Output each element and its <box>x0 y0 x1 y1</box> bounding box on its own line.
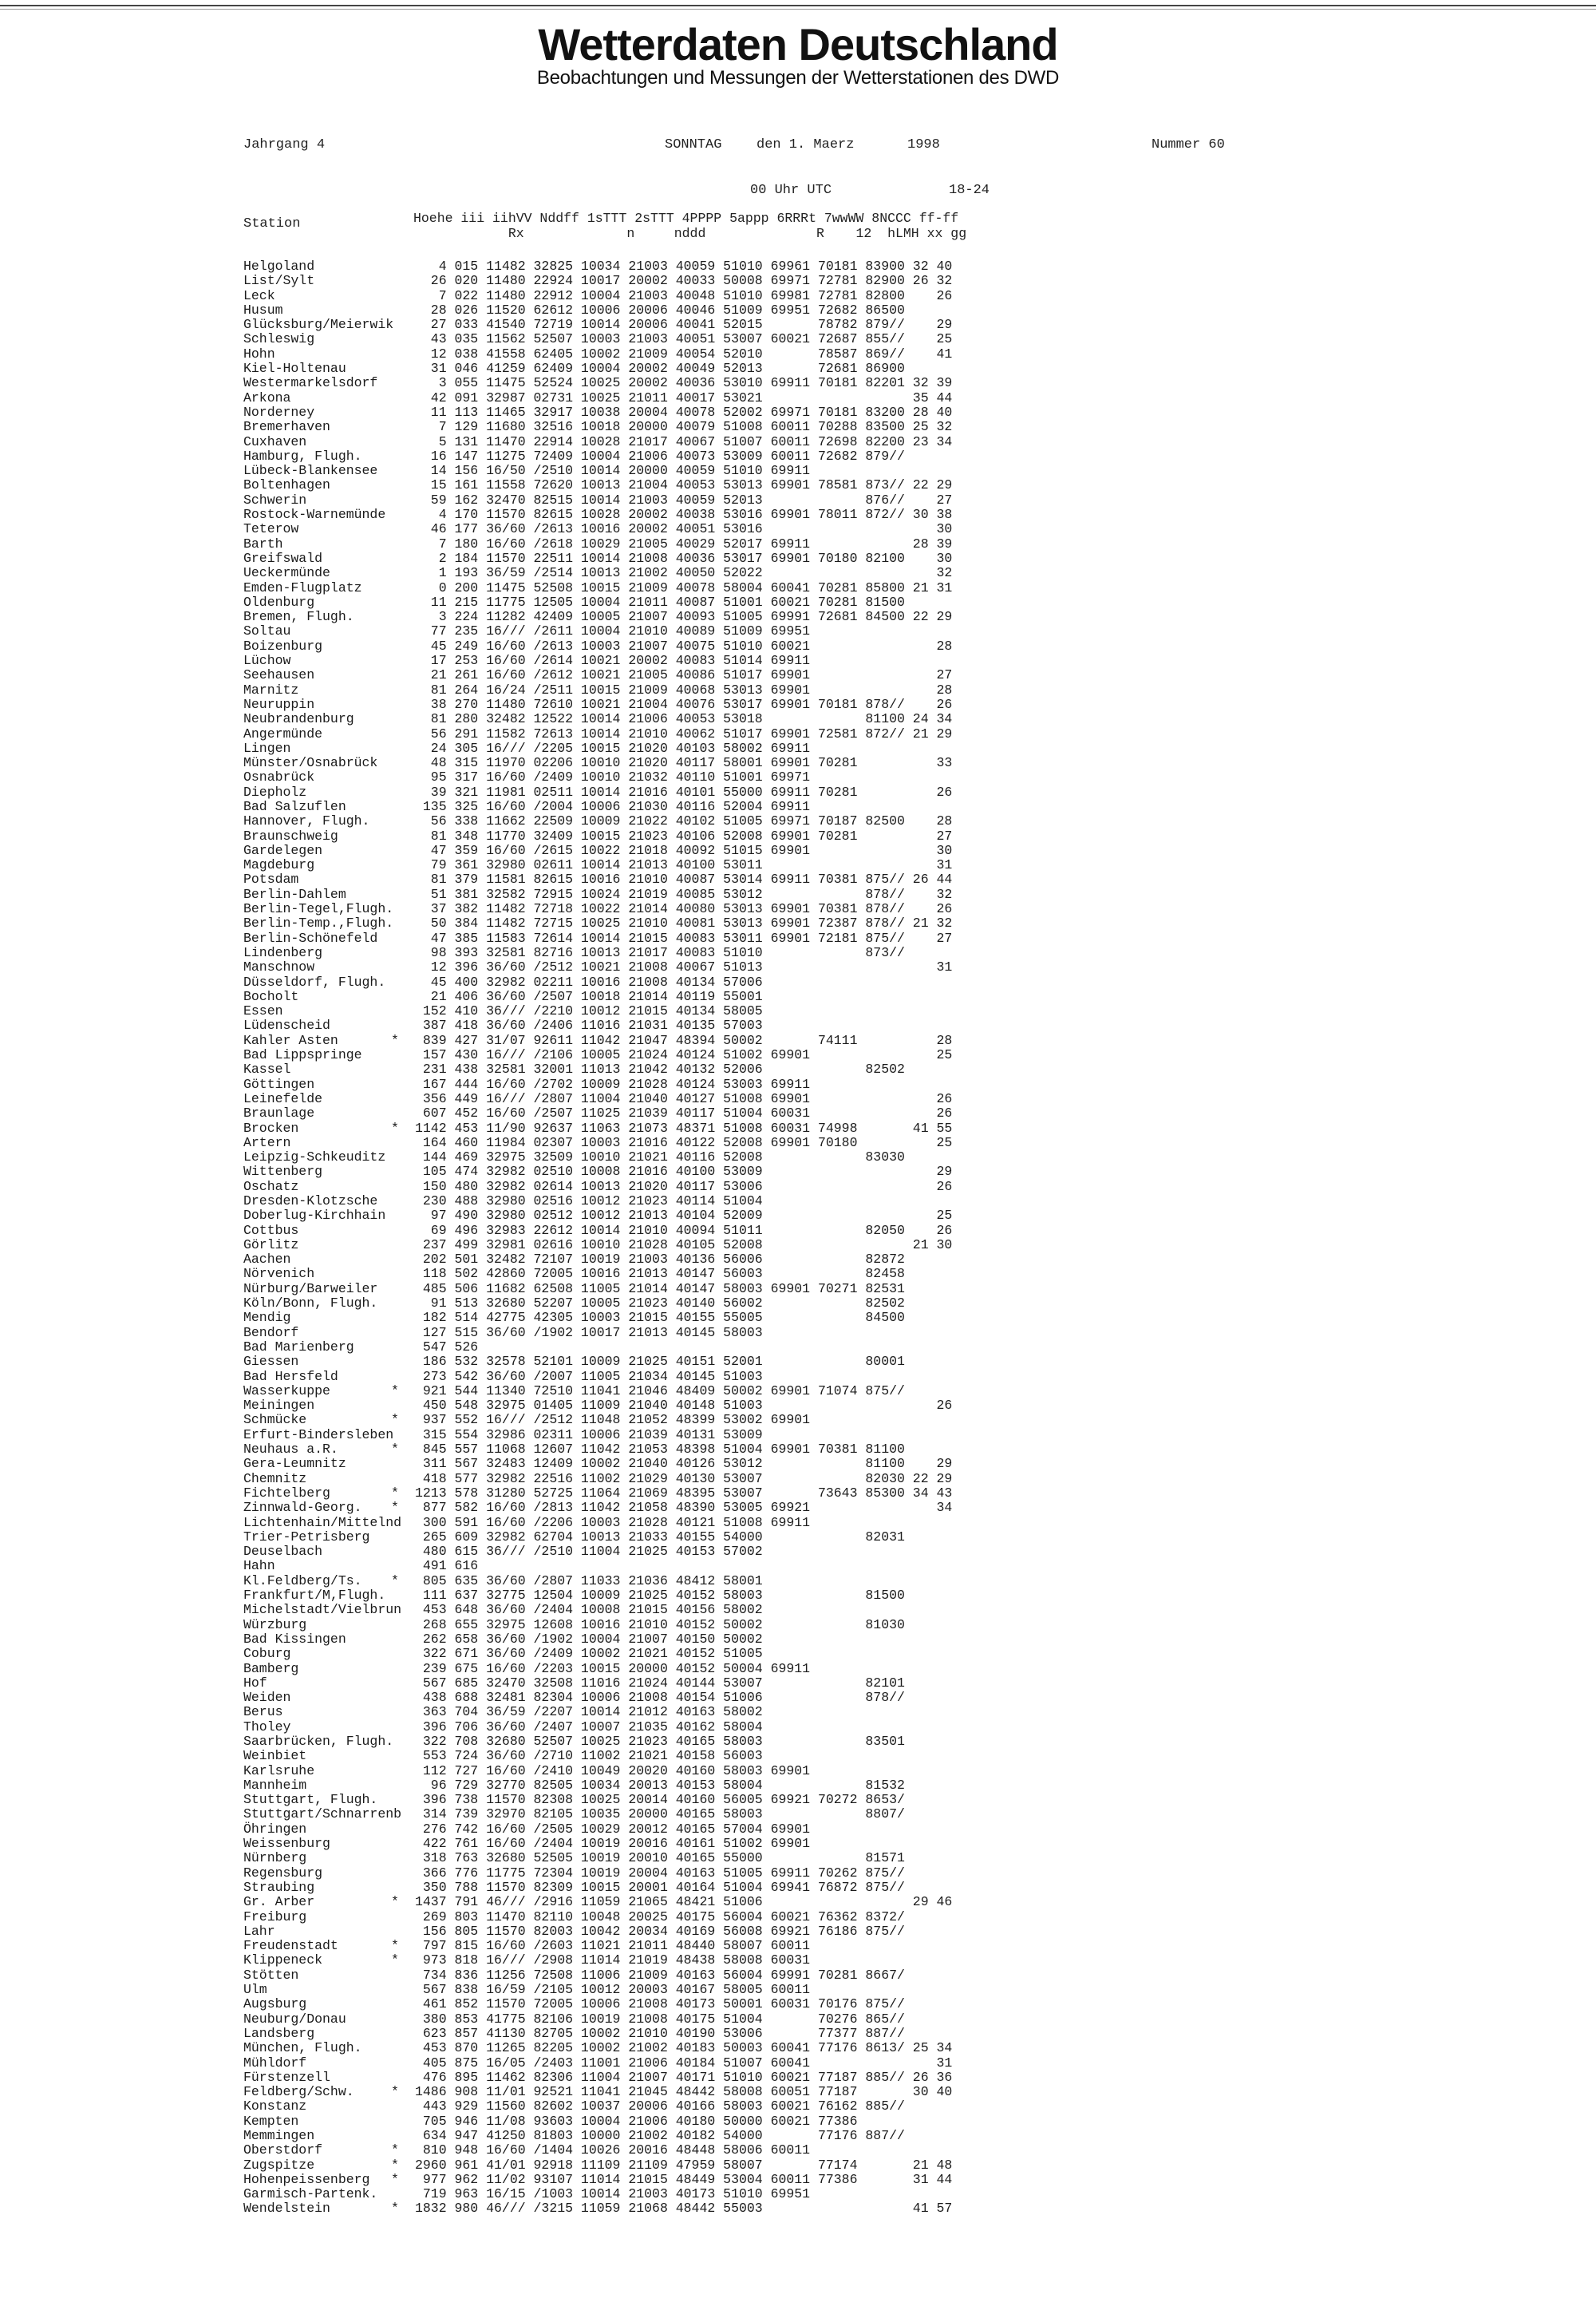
station-name: Neuhaus a.R. <box>243 1442 338 1458</box>
station-name: Giessen <box>243 1354 299 1370</box>
station-data: 797 815 16/60 /2603 11021 21011 48440 58007 60011 <box>415 1938 811 1954</box>
station-name: Glücksburg/Meierwik <box>243 317 394 333</box>
station-name: Bad Salzuflen <box>243 798 346 814</box>
station-data: 81 348 11770 32409 10015 21023 40106 52008 69901 70281 27 <box>415 828 953 844</box>
station-name: Oldenburg <box>243 594 315 610</box>
station-name: Deuselbach <box>243 1544 323 1560</box>
station-data: 28 026 11520 62612 10006 20006 40046 51009 69951 72682 86500 <box>415 302 905 318</box>
station-data: 476 895 11462 82306 11004 21007 40171 51010 60021 77187 885// 26 36 <box>415 2069 953 2085</box>
station-name: Bremerhaven <box>243 419 330 435</box>
station-name: Bad Kissingen <box>243 1631 346 1647</box>
station-data: 239 675 16/60 /2203 10015 20000 40152 50004 69911 <box>415 1660 811 1676</box>
station-data: 450 548 32975 01405 11009 21040 40148 51003 26 <box>415 1398 953 1414</box>
station-data: 230 488 32980 02516 10012 21023 40114 51004 <box>415 1193 763 1208</box>
station-name: Fichtelberg <box>243 1485 330 1501</box>
station-data: 7 180 16/60 /2618 10029 21005 40029 52017 69911 28 39 <box>415 536 953 552</box>
station-name: Saarbrücken, Flugh. <box>243 1733 394 1749</box>
station-name: Regensburg <box>243 1865 323 1881</box>
station-name: Westermarkelsdorf <box>243 375 378 391</box>
station-name: Oschatz <box>243 1178 299 1194</box>
station-name: Landsberg <box>243 2025 315 2041</box>
station-name: Berlin-Dahlem <box>243 886 346 902</box>
station-name: Schwerin <box>243 492 307 508</box>
station-name: Oberstdorf <box>243 2142 323 2158</box>
station-data: 1 193 36/59 /2514 10013 21002 40050 52022 32 <box>415 565 953 581</box>
station-data: 2 184 11570 22511 10014 21008 40036 53017 69901 70180 82100 30 <box>415 550 953 566</box>
mountain-station-marker: * <box>391 2084 399 2100</box>
station-name: Ueckermünde <box>243 565 330 581</box>
station-name: Fürstenzell <box>243 2069 330 2085</box>
station-data: 12 038 41558 62405 10002 21009 40054 52010 78587 869// 41 <box>415 346 953 362</box>
station-name: Straubing <box>243 1879 315 1895</box>
station-name: Cottbus <box>243 1222 299 1238</box>
station-data: 553 724 36/60 /2710 11002 21021 40158 56003 <box>415 1748 763 1764</box>
station-data: 14 156 16/50 /2510 10014 20000 40059 51010 69911 <box>415 463 811 479</box>
station-data: 15 161 11558 72620 10013 21004 40053 53013 69901 78581 873// 22 29 <box>415 477 953 493</box>
station-data: 1142 453 11/90 92637 11063 21073 48371 51008 60031 74998 41 55 <box>415 1120 953 1136</box>
station-data: 547 526 <box>415 1339 479 1355</box>
station-name: Doberlug-Kirchhain <box>243 1208 386 1224</box>
station-data: 485 506 11682 62508 11005 21014 40147 58003 69901 70271 82531 <box>415 1280 905 1296</box>
station-data: 262 658 36/60 /1902 10004 21007 40150 50002 <box>415 1631 763 1647</box>
station-name: Braunschweig <box>243 828 338 844</box>
station-name: Schleswig <box>243 331 315 347</box>
station-name: Kiel-Holtenau <box>243 361 346 377</box>
station-data: 607 452 16/60 /2507 11025 21039 40117 51004 60031 26 <box>415 1106 953 1121</box>
station-data: 2960 961 41/01 92918 11109 21109 47959 58007 77174 21 48 <box>415 2157 953 2173</box>
station-data: 810 948 16/60 /1404 10026 20016 48448 58006 60011 <box>415 2142 811 2158</box>
station-data: 1213 578 31280 52725 11064 21069 48395 53007 73643 85300 34 43 <box>415 1485 953 1501</box>
station-name: Mannheim <box>243 1777 307 1793</box>
station-data: 567 685 32470 32508 11016 21024 40144 53007 82101 <box>415 1675 905 1691</box>
station-name: Arkona <box>243 390 291 405</box>
station-data: 1437 791 46/// /2916 11059 21065 48421 51006 29 46 <box>415 1894 953 1910</box>
station-name: Wendelstein <box>243 2201 330 2217</box>
station-data: 81 264 16/24 /2511 10015 21009 40068 53013 69901 28 <box>415 682 953 698</box>
station-data: 156 805 11570 82003 10042 20034 40169 56008 69921 76186 875// <box>415 1923 905 1939</box>
station-name: Lindenberg <box>243 944 323 960</box>
station-name: Wasserkuppe <box>243 1382 330 1398</box>
station-name: Cuxhaven <box>243 433 307 449</box>
top-rule-thin <box>0 9 1596 10</box>
station-name: Hamburg, Flugh. <box>243 448 362 464</box>
time-label: 00 Uhr UTC <box>750 183 832 198</box>
station-data: 42 091 32987 02731 10025 21011 40017 53021 35 44 <box>415 390 953 405</box>
station-name: Leipzig-Schkeuditz <box>243 1149 386 1165</box>
period-label: 18-24 <box>949 183 990 198</box>
station-data: 453 870 11265 82205 10002 21002 40183 50003 60041 77176 8613/ 25 34 <box>415 2040 953 2056</box>
station-name: Karlsruhe <box>243 1762 315 1778</box>
masthead-title: Wetterdaten Deutschland <box>538 19 1058 69</box>
station-data: 356 449 16/// /2807 11004 21040 40127 51008 69901 26 <box>415 1090 953 1106</box>
station-name: Artern <box>243 1134 291 1150</box>
station-name: Gera-Leumnitz <box>243 1456 346 1472</box>
station-name: Göttingen <box>243 1076 315 1092</box>
station-column-header: Station <box>243 216 301 231</box>
station-data: 186 532 32578 52101 10009 21025 40151 52001 80001 <box>415 1354 905 1370</box>
station-name: Teterow <box>243 521 299 537</box>
issue-number: Nummer 60 <box>1152 137 1225 152</box>
station-name: Trier-Petrisberg <box>243 1529 370 1545</box>
station-data: 380 853 41775 82106 10019 21008 40175 51004 70276 865// <box>415 2011 905 2027</box>
station-data: 31 046 41259 62409 10004 20002 40049 52013 72681 86900 <box>415 361 905 377</box>
station-data: 5 131 11470 22914 10028 21017 40067 51007 60011 72698 82200 23 34 <box>415 433 953 449</box>
station-data: 438 688 32481 82304 10006 21008 40154 51006 878// <box>415 1690 905 1706</box>
station-data: 480 615 36/// /2510 11004 21025 40153 57002 <box>415 1544 763 1560</box>
mountain-station-marker: * <box>391 1938 399 1954</box>
station-name: Öhringen <box>243 1821 307 1837</box>
station-data: 387 418 36/60 /2406 11016 21031 40135 57003 <box>415 1018 763 1034</box>
station-data: 318 763 32680 52505 10019 20010 40165 55000 81571 <box>415 1850 905 1866</box>
mountain-station-marker: * <box>391 1894 399 1910</box>
station-name: Memmingen <box>243 2128 315 2143</box>
mountain-station-marker: * <box>391 1120 399 1136</box>
station-data: 12 396 36/60 /2512 10021 21008 40067 51013 31 <box>415 959 953 975</box>
station-name: Tholey <box>243 1719 291 1734</box>
station-name: Lüchow <box>243 653 291 669</box>
station-name: Osnabrück <box>243 769 315 785</box>
mountain-station-marker: * <box>391 1032 399 1048</box>
station-name: Nürnberg <box>243 1850 307 1866</box>
station-name: Kl.Feldberg/Ts. <box>243 1572 362 1588</box>
station-data: 47 359 16/60 /2615 10022 21018 40092 51015 69901 30 <box>415 842 953 858</box>
station-name: Brocken <box>243 1120 299 1136</box>
station-data: 182 514 42775 42305 10003 21015 40155 55005 84500 <box>415 1310 905 1326</box>
station-name: Essen <box>243 1003 283 1019</box>
station-name: Berlin-Temp.,Flugh. <box>243 916 394 931</box>
station-data: 719 963 16/15 /1003 10014 21003 40173 51010 69951 <box>415 2186 811 2202</box>
station-data: 152 410 36/// /2210 10012 21015 40134 58005 <box>415 1003 763 1019</box>
station-data: 77 235 16/// /2611 10004 21010 40089 51009 69951 <box>415 623 811 639</box>
station-name: Bendorf <box>243 1324 299 1340</box>
station-name: Lübeck-Blankensee <box>243 463 378 479</box>
station-data: 16 147 11275 72409 10004 21006 40073 53009 60011 72682 879// <box>415 448 905 464</box>
station-data: 59 162 32470 82515 10014 21003 40059 52013 876// 27 <box>415 492 953 508</box>
station-name: Bad Lippspringe <box>243 1047 362 1063</box>
station-name: Köln/Bonn, Flugh. <box>243 1295 378 1311</box>
station-data: 150 480 32982 02614 10013 21020 40117 53006 26 <box>415 1178 953 1194</box>
station-data: 56 291 11582 72613 10014 21010 40062 51017 69901 72581 872// 21 29 <box>415 726 953 742</box>
station-data: 443 929 11560 82602 10037 20006 40166 58003 60021 76162 885// <box>415 2098 905 2114</box>
station-data: 47 385 11583 72614 10014 21015 40083 53011 69901 72181 875// 27 <box>415 930 953 946</box>
station-data: 350 788 11570 82309 10015 20001 40164 51004 69941 76872 875// <box>415 1879 905 1895</box>
station-name: Michelstadt/Vielbrun <box>243 1602 402 1618</box>
station-name: Berus <box>243 1704 283 1720</box>
station-name: Magdeburg <box>243 857 315 873</box>
station-name: Hohn <box>243 346 275 362</box>
station-data: 1832 980 46/// /3215 11059 21068 48442 55003 41 57 <box>415 2201 953 2217</box>
mountain-station-marker: * <box>391 1412 399 1428</box>
station-name: Schmücke <box>243 1412 307 1428</box>
station-data: 322 708 32680 52507 10025 21023 40165 58003 83501 <box>415 1733 905 1749</box>
station-name: Aachen <box>243 1252 291 1268</box>
mountain-station-marker: * <box>391 2157 399 2173</box>
station-name: Coburg <box>243 1646 291 1662</box>
station-name: Bocholt <box>243 988 299 1004</box>
station-name: Neuburg/Donau <box>243 2011 346 2027</box>
station-data: 315 554 32986 02311 10006 21039 40131 53009 <box>415 1426 763 1442</box>
station-name: Zugspitze <box>243 2157 315 2173</box>
station-data: 265 609 32982 62704 10013 21033 40155 54000 82031 <box>415 1529 905 1545</box>
station-name: Stötten <box>243 1967 299 1983</box>
station-data: 111 637 32775 12504 10009 21025 40152 58003 81500 <box>415 1588 905 1604</box>
station-name: Freiburg <box>243 1908 307 1924</box>
station-data: 273 542 36/60 /2007 11005 21034 40145 51003 <box>415 1368 763 1384</box>
mountain-station-marker: * <box>391 2171 399 2187</box>
station-name: Kempten <box>243 2113 299 2129</box>
station-data: 311 567 32483 12409 10002 21040 40126 53012 81100 29 <box>415 1456 953 1472</box>
station-name: Weinbiet <box>243 1748 307 1764</box>
station-data: 11 215 11775 12505 10004 21011 40087 51001 60021 70281 81500 <box>415 594 905 610</box>
station-name: Potsdam <box>243 872 299 888</box>
station-data: 48 315 11970 02206 10010 21020 40117 58001 69901 70281 33 <box>415 755 953 771</box>
station-name: Augsburg <box>243 1996 307 2012</box>
station-data: 363 704 36/59 /2207 10014 21012 40163 58002 <box>415 1704 763 1720</box>
station-data: 405 875 16/05 /2403 11001 21006 40184 51007 60041 31 <box>415 2055 953 2071</box>
station-name: Gardelegen <box>243 842 323 858</box>
station-data: 105 474 32982 02510 10008 21016 40100 53009 29 <box>415 1164 953 1180</box>
issue-year: 1998 <box>907 137 940 152</box>
station-name: Lichtenhain/Mittelnd <box>243 1514 402 1530</box>
station-name: Braunlage <box>243 1106 315 1121</box>
station-data: 491 616 <box>415 1558 479 1574</box>
station-name: Seehausen <box>243 667 315 683</box>
station-name: Barth <box>243 536 283 552</box>
station-data: 567 838 16/59 /2105 10012 20003 40167 58005 60011 <box>415 1982 811 1998</box>
station-data: 37 382 11482 72718 10022 21014 40080 53013 69901 70381 878// 26 <box>415 901 953 917</box>
station-data: 164 460 11984 02307 10003 21016 40122 52008 69901 70180 25 <box>415 1134 953 1150</box>
top-rule <box>0 5 1596 6</box>
station-name: Leck <box>243 287 275 303</box>
station-data: 300 591 16/60 /2206 10003 21028 40121 51008 69911 <box>415 1514 811 1530</box>
station-data: 45 249 16/60 /2613 10003 21007 40075 51010 60021 28 <box>415 638 953 654</box>
station-data: 167 444 16/60 /2702 10009 21028 40124 53003 69911 <box>415 1076 811 1092</box>
station-name: Görlitz <box>243 1236 299 1252</box>
station-data: 422 761 16/60 /2404 10019 20016 40161 51002 69901 <box>415 1836 811 1852</box>
station-data: 877 582 16/60 /2813 11042 21058 48390 53005 69921 34 <box>415 1500 953 1516</box>
station-data: 27 033 41540 72719 10014 20006 40041 52015 78782 879// 29 <box>415 317 953 333</box>
station-name: Hof <box>243 1675 267 1691</box>
station-name: Boizenburg <box>243 638 323 654</box>
station-data: 7 022 11480 22912 10004 21003 40048 51010 69981 72781 82800 26 <box>415 287 953 303</box>
station-data: 118 502 42860 72005 10016 21013 40147 56003 82458 <box>415 1266 905 1282</box>
station-name: Manschnow <box>243 959 315 975</box>
station-data: 43 035 11562 52507 10003 21003 40051 53007 60021 72687 855// 25 <box>415 331 953 347</box>
station-name: Boltenhagen <box>243 477 330 493</box>
station-name: München, Flugh. <box>243 2040 362 2056</box>
station-name: Nürburg/Barweiler <box>243 1280 378 1296</box>
masthead <box>0 21 1596 89</box>
mountain-station-marker: * <box>391 1485 399 1501</box>
station-name: Weiden <box>243 1690 291 1706</box>
station-name: Klippeneck <box>243 1952 323 1968</box>
station-data: 24 305 16/// /2205 10015 21020 40103 58002 69911 <box>415 740 811 756</box>
station-data: 269 803 11470 82110 10048 20025 40175 56004 60021 76362 8372/ <box>415 1908 905 1924</box>
station-name: Erfurt-Bindersleben <box>243 1426 394 1442</box>
mountain-station-marker: * <box>391 1500 399 1516</box>
station-name: Stuttgart/Schnarrenb <box>243 1806 402 1822</box>
station-name: Emden-Flugplatz <box>243 579 362 595</box>
station-data: 81 379 11581 82615 10016 21010 40087 53014 69911 70381 875// 26 44 <box>415 872 953 888</box>
station-name: Meiningen <box>243 1398 315 1414</box>
station-name: Würzburg <box>243 1616 307 1632</box>
mountain-station-marker: * <box>391 2142 399 2158</box>
station-name: Weissenburg <box>243 1836 330 1852</box>
station-data: 50 384 11482 72715 10025 21010 40081 53013 69901 72387 878// 21 32 <box>415 916 953 931</box>
mountain-station-marker: * <box>391 1442 399 1458</box>
station-name: Leinefelde <box>243 1090 323 1106</box>
masthead-subtitle: Beobachtungen und Messungen der Wetterstationen des DWD <box>536 67 1060 89</box>
station-data: 231 438 32581 32001 11013 21042 40132 52006 82502 <box>415 1062 905 1078</box>
station-data: 3 055 11475 52524 10025 20002 40036 53010 69911 70181 82201 32 39 <box>415 375 953 391</box>
station-data: 127 515 36/60 /1902 10017 21013 40145 58003 <box>415 1324 763 1340</box>
station-name: Düsseldorf, Flugh. <box>243 974 386 990</box>
station-data: 4 170 11570 82615 10028 20002 40038 53016 69901 78011 872// 30 38 <box>415 507 953 523</box>
station-data: 26 020 11480 22924 10017 20002 40033 50008 69971 72781 82900 26 32 <box>415 273 953 289</box>
station-data: 69 496 32983 22612 10014 21010 40094 51011 82050 26 <box>415 1222 953 1238</box>
station-data: 705 946 11/08 93603 10004 21006 40180 50000 60021 77386 <box>415 2113 858 2129</box>
station-name: Mühldorf <box>243 2055 307 2071</box>
station-name: Chemnitz <box>243 1470 307 1486</box>
station-name: Hahn <box>243 1558 275 1574</box>
station-name: Berlin-Schönefeld <box>243 930 378 946</box>
station-data: 21 261 16/60 /2612 10021 21005 40086 51017 69901 27 <box>415 667 953 683</box>
station-data: 314 739 32970 82105 10035 20000 40165 58003 8807/ <box>415 1806 905 1822</box>
station-name: List/Sylt <box>243 273 315 289</box>
station-data: 3 224 11282 42409 10005 21007 40093 51005 69991 72681 84500 22 29 <box>415 609 953 625</box>
station-data: 79 361 32980 02611 10014 21013 40100 53011 31 <box>415 857 953 873</box>
station-name: Zinnwald-Georg. <box>243 1500 362 1516</box>
station-data: 157 430 16/// /2106 10005 21024 40124 51002 69901 25 <box>415 1047 953 1063</box>
station-name: Marnitz <box>243 682 299 698</box>
station-data: 46 177 36/60 /2613 10016 20002 40051 53016 30 <box>415 521 953 537</box>
station-name: Mendig <box>243 1310 291 1326</box>
station-data: 396 706 36/60 /2407 10007 21035 40162 58004 <box>415 1719 763 1734</box>
station-data: 56 338 11662 22509 10009 21022 40102 51005 69971 70187 82500 28 <box>415 813 953 829</box>
station-name: Soltau <box>243 623 291 639</box>
station-name: Frankfurt/M,Flugh. <box>243 1588 386 1604</box>
station-data: 276 742 16/60 /2505 10029 20012 40165 57004 69901 <box>415 1821 811 1837</box>
station-data: 937 552 16/// /2512 11048 21052 48399 53002 69901 <box>415 1412 811 1428</box>
station-data: 98 393 32581 82716 10013 21017 40083 51010 873// <box>415 944 905 960</box>
station-name: Gr. Arber <box>243 1894 315 1910</box>
issue-date: den 1. Maerz <box>757 137 855 152</box>
station-data: 366 776 11775 72304 10019 20004 40163 51005 69911 70262 875// <box>415 1865 905 1881</box>
mountain-station-marker: * <box>391 1952 399 1968</box>
station-data: 96 729 32770 82505 10034 20013 40153 58004 81532 <box>415 1777 905 1793</box>
station-name: Bad Hersfeld <box>243 1368 338 1384</box>
station-data: 461 852 11570 72005 10006 21008 40173 50001 60031 70176 875// <box>415 1996 905 2012</box>
jahrgang: Jahrgang 4 <box>243 137 326 152</box>
station-name: Norderney <box>243 404 315 420</box>
station-name: Garmisch-Partenk. <box>243 2186 378 2202</box>
station-data: 839 427 31/07 92611 11042 21047 48394 50002 74111 28 <box>415 1032 953 1048</box>
station-data: 734 836 11256 72508 11006 21009 40163 56004 69991 70281 8667/ <box>415 1967 905 1983</box>
station-data: 21 406 36/60 /2507 10018 21014 40119 55001 <box>415 988 763 1004</box>
station-name: Kahler Asten <box>243 1032 338 1048</box>
station-name: Rostock-Warnemünde <box>243 507 386 523</box>
station-data: 81 280 32482 12522 10014 21006 40053 53018 81100 24 34 <box>415 711 953 727</box>
station-name: Berlin-Tegel,Flugh. <box>243 901 394 917</box>
mountain-station-marker: * <box>391 1382 399 1398</box>
station-data: 7 129 11680 32516 10018 20000 40079 51008 60011 70288 83500 25 32 <box>415 419 953 435</box>
station-name: Helgoland <box>243 259 315 274</box>
station-name: Konstanz <box>243 2098 307 2114</box>
station-data: 0 200 11475 52508 10015 21009 40078 58004 60041 70281 85800 21 31 <box>415 579 953 595</box>
weekday: SONNTAG <box>665 137 722 152</box>
station-data: 4 015 11482 32825 10034 21003 40059 51010 69961 70181 83900 32 40 <box>415 259 953 274</box>
station-data: 1486 908 11/01 92521 11041 21045 48442 58008 60051 77187 30 40 <box>415 2084 953 2100</box>
station-data: 11 113 11465 32917 10038 20004 40078 52002 69971 70181 83200 28 40 <box>415 404 953 420</box>
station-data: 623 857 41130 82705 10002 21010 40190 53006 77377 887// <box>415 2025 905 2041</box>
station-data: 453 648 36/60 /2404 10008 21015 40156 58002 <box>415 1602 763 1618</box>
station-data: 418 577 32982 22516 11002 21029 40130 53007 82030 22 29 <box>415 1470 953 1486</box>
station-name: Kassel <box>243 1062 291 1078</box>
station-name: Dresden-Klotzsche <box>243 1193 378 1208</box>
station-name: Stuttgart, Flugh. <box>243 1792 378 1808</box>
station-name: Bremen, Flugh. <box>243 609 354 625</box>
station-name: Münster/Osnabrück <box>243 755 378 771</box>
station-data: 268 655 32975 12608 10016 21010 40152 50002 81030 <box>415 1616 905 1632</box>
station-data: 322 671 36/60 /2409 10002 21021 40152 51005 <box>415 1646 763 1662</box>
station-name: Bamberg <box>243 1660 299 1676</box>
station-data: 805 635 36/60 /2807 11033 21036 48412 58001 <box>415 1572 763 1588</box>
station-data: 845 557 11068 12607 11042 21053 48398 51004 69901 70381 81100 <box>415 1442 905 1458</box>
station-data: 135 325 16/60 /2004 10006 21030 40116 52004 69911 <box>415 798 811 814</box>
station-data: 51 381 32582 72915 10024 21019 40085 53012 878// 32 <box>415 886 953 902</box>
station-data: 144 469 32975 32509 10010 21021 40116 52008 83030 <box>415 1149 905 1165</box>
column-codes: Hoehe iii iihVV Nddff 1sTTT 2sTTT 4PPPP 5appp 6RRRt 7wwWW 8NCCC ff-ff <box>413 211 959 226</box>
station-name: Husum <box>243 302 283 318</box>
station-data: 202 501 32482 72107 10019 21003 40136 56006 82872 <box>415 1252 905 1268</box>
station-name: Lüdenscheid <box>243 1018 330 1034</box>
station-data: 112 727 16/60 /2410 10049 20020 40160 58003 69901 <box>415 1762 811 1778</box>
station-data: 45 400 32982 02211 10016 21008 40134 57006 <box>415 974 763 990</box>
station-data: 95 317 16/60 /2409 10010 21032 40110 51001 69971 <box>415 769 811 785</box>
station-data: 97 490 32980 02512 10012 21013 40104 52009 25 <box>415 1208 953 1224</box>
mountain-station-marker: * <box>391 2201 399 2217</box>
station-name: Hohenpeissenberg <box>243 2171 370 2187</box>
station-data: 977 962 11/02 93107 11014 21015 48449 53004 60011 77386 31 44 <box>415 2171 953 2187</box>
station-name: Neuruppin <box>243 696 315 712</box>
station-data: 38 270 11480 72610 10021 21004 40076 53017 69901 70181 878// 26 <box>415 696 953 712</box>
station-data: 921 544 11340 72510 11041 21046 48409 50002 69901 71074 875// <box>415 1382 905 1398</box>
station-data: 973 818 16/// /2908 11014 21019 48438 58008 60031 <box>415 1952 811 1968</box>
station-name: Ulm <box>243 1982 267 1998</box>
station-name: Feldberg/Schw. <box>243 2084 354 2100</box>
station-name: Lahr <box>243 1923 275 1939</box>
station-name: Neubrandenburg <box>243 711 354 727</box>
station-name: Hannover, Flugh. <box>243 813 370 829</box>
station-data: 237 499 32981 02616 10010 21028 40105 52008 21 30 <box>415 1236 953 1252</box>
station-data: 17 253 16/60 /2614 10021 20002 40083 51014 69911 <box>415 653 811 669</box>
column-codes-sub: Rx n nddd R 12 hLMH xx gg <box>413 226 967 241</box>
station-data: 396 738 11570 82308 10025 20014 40160 56005 69921 70272 8653/ <box>415 1792 905 1808</box>
station-name: Nörvenich <box>243 1266 315 1282</box>
station-name: Freudenstadt <box>243 1938 338 1954</box>
station-name: Greifswald <box>243 550 323 566</box>
station-data: 634 947 41250 81803 10000 21002 40182 54000 77176 887// <box>415 2128 905 2143</box>
mountain-station-marker: * <box>391 1572 399 1588</box>
station-name: Lingen <box>243 740 291 756</box>
station-name: Wittenberg <box>243 1164 323 1180</box>
station-name: Diepholz <box>243 784 307 800</box>
station-data: 39 321 11981 02511 10014 21016 40101 55000 69911 70281 26 <box>415 784 953 800</box>
station-name: Bad Marienberg <box>243 1339 354 1355</box>
station-data: 91 513 32680 52207 10005 21023 40140 56002 82502 <box>415 1295 905 1311</box>
station-name: Angermünde <box>243 726 323 742</box>
